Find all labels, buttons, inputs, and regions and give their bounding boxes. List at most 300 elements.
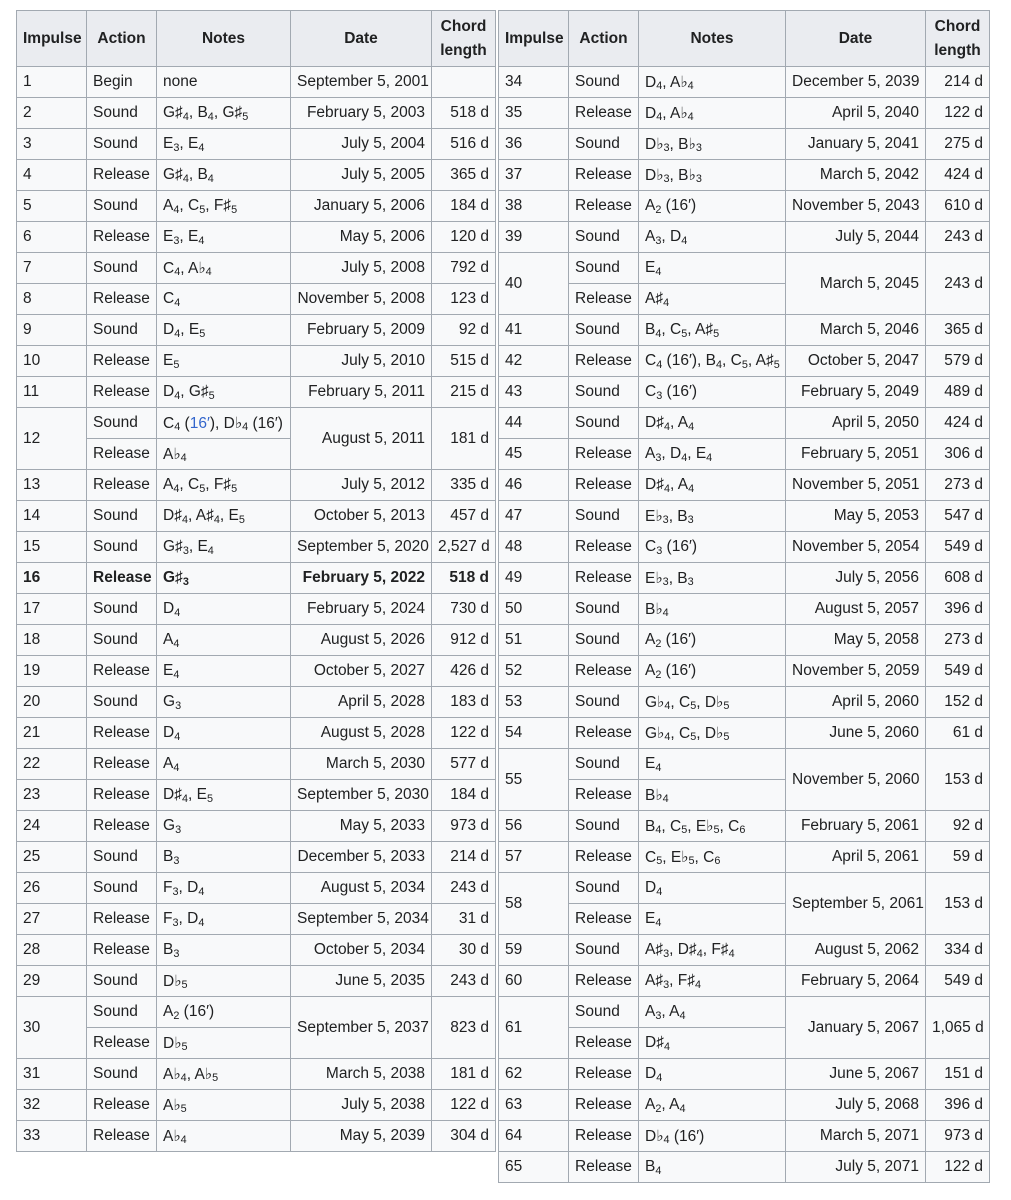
impulse-header: Impulse	[499, 11, 569, 67]
chord-length-cell: 215 d	[432, 377, 496, 408]
impulse-cell: 36	[499, 129, 569, 160]
notes-cell: $D_4$	[157, 718, 291, 749]
notes-cell: $G_3$	[157, 687, 291, 718]
impulse-cell: 22	[17, 749, 87, 780]
notes-cell: $D♯_4$, $A_4$	[639, 470, 786, 501]
chord-length-cell: 122 d	[432, 1090, 496, 1121]
action-cell: Sound	[87, 842, 157, 873]
notes-cell: $G♭_4$, $C_5$, $D♭_5$	[639, 718, 786, 749]
action-cell: Sound	[569, 501, 639, 532]
date-cell: February 5, 2024	[291, 594, 432, 625]
date-cell: August 5, 2011	[291, 408, 432, 470]
impulse-cell: 23	[17, 780, 87, 811]
chord-length-cell: 518 d	[432, 563, 496, 594]
table-row	[17, 873, 496, 904]
chord-length-cell: 243 d	[432, 873, 496, 904]
chord-length-cell: 365 d	[926, 315, 990, 346]
action-cell: Sound	[569, 811, 639, 842]
date-cell: October 5, 2047	[786, 346, 926, 377]
table-row	[17, 532, 496, 563]
notes-cell: $E♭_3$, $B_3$	[639, 501, 786, 532]
notes-cell: $E_4$	[639, 904, 786, 935]
action-cell: Sound	[569, 997, 639, 1028]
notes-cell: $D♯_4$, $A♯_4$, $E_5$	[157, 501, 291, 532]
chord-length-cell: 184 d	[432, 191, 496, 222]
notes-cell: $D♭_5$	[157, 966, 291, 997]
table-row	[17, 315, 496, 346]
table-row	[17, 718, 496, 749]
action-cell: Sound	[569, 749, 639, 780]
impulse-cell: 30	[17, 997, 87, 1059]
chord-length-cell: 2,527 d	[432, 532, 496, 563]
chord-length-cell: 181 d	[432, 1059, 496, 1090]
date-header: Date	[291, 11, 432, 67]
action-header: Action	[569, 11, 639, 67]
notes-cell: $G♭_4$, $C_5$, $D♭_5$	[639, 687, 786, 718]
date-cell: March 5, 2046	[786, 315, 926, 346]
impulse-cell: 11	[17, 377, 87, 408]
impulse-cell: 55	[499, 749, 569, 811]
date-cell: October 5, 2027	[291, 656, 432, 687]
date-cell: June 5, 2035	[291, 966, 432, 997]
date-cell: August 5, 2026	[291, 625, 432, 656]
action-cell: Sound	[87, 408, 157, 439]
action-cell: Sound	[569, 594, 639, 625]
action-cell: Release	[87, 904, 157, 935]
table-row	[17, 935, 496, 966]
table-row	[17, 625, 496, 656]
impulse-cell: 56	[499, 811, 569, 842]
header-row	[17, 11, 496, 67]
notes-cell: $A_2$, $A_4$	[639, 1090, 786, 1121]
notes-cell: $A♭_4$	[157, 1121, 291, 1152]
notes-cell: $A_3$, $A_4$	[639, 997, 786, 1028]
date-cell: September 5, 2061	[786, 873, 926, 935]
chord-length-cell: 396 d	[926, 594, 990, 625]
impulse-cell: 58	[499, 873, 569, 935]
notes-cell: $C_3$ (16′)	[639, 532, 786, 563]
date-cell: February 5, 2049	[786, 377, 926, 408]
action-cell: Sound	[87, 966, 157, 997]
chord-length-cell: 122 d	[926, 1152, 990, 1183]
impulse-cell: 61	[499, 997, 569, 1059]
notes-cell: $B_4$	[639, 1152, 786, 1183]
notes-cell: $D_4$, $A♭_4$	[639, 67, 786, 98]
action-cell: Release	[569, 160, 639, 191]
chord-length-cell: 424 d	[926, 160, 990, 191]
chord-length-cell: 152 d	[926, 687, 990, 718]
table-row	[499, 842, 990, 873]
table-row	[499, 346, 990, 377]
table-row	[499, 687, 990, 718]
notes-cell: $A_4$	[157, 749, 291, 780]
impulse-cell: 41	[499, 315, 569, 346]
action-cell: Release	[87, 935, 157, 966]
chord-length-cell: 306 d	[926, 439, 990, 470]
date-cell: February 5, 2051	[786, 439, 926, 470]
action-cell: Release	[87, 439, 157, 470]
table-row	[499, 997, 990, 1028]
table-row	[17, 749, 496, 780]
chord-length-cell: 151 d	[926, 1059, 990, 1090]
table-row	[17, 408, 496, 439]
table-row	[499, 1152, 990, 1183]
action-cell: Sound	[87, 98, 157, 129]
date-cell: December 5, 2039	[786, 67, 926, 98]
table-row	[17, 563, 496, 594]
chord-length-cell: 304 d	[432, 1121, 496, 1152]
table-row	[499, 253, 990, 284]
impulse-cell: 54	[499, 718, 569, 749]
table-row	[499, 966, 990, 997]
chord-length-cell: 912 d	[432, 625, 496, 656]
date-cell: August 5, 2062	[786, 935, 926, 966]
date-cell: November 5, 2043	[786, 191, 926, 222]
impulse-cell: 20	[17, 687, 87, 718]
impulse-cell: 64	[499, 1121, 569, 1152]
impulse-cell: 51	[499, 625, 569, 656]
notes-cell: $D♭_3$, $B♭_3$	[639, 129, 786, 160]
table-row	[499, 439, 990, 470]
action-cell: Release	[569, 284, 639, 315]
date-cell: February 5, 2003	[291, 98, 432, 129]
table-row	[499, 656, 990, 687]
chord-length-cell: 275 d	[926, 129, 990, 160]
notes-cell: $B_4$, $C_5$, $E♭_5$, $C_6$	[639, 811, 786, 842]
header-row	[499, 11, 990, 67]
table-row	[17, 129, 496, 160]
date-cell: September 5, 2020	[291, 532, 432, 563]
chord-length-cell: 1,065 d	[926, 997, 990, 1059]
chord-length-cell: 608 d	[926, 563, 990, 594]
impulse-cell: 49	[499, 563, 569, 594]
date-cell: February 5, 2061	[786, 811, 926, 842]
date-cell: May 5, 2058	[786, 625, 926, 656]
impulse-cell: 62	[499, 1059, 569, 1090]
action-cell: Sound	[87, 997, 157, 1028]
impulse-cell: 18	[17, 625, 87, 656]
action-cell: Release	[569, 1152, 639, 1183]
table-row	[17, 160, 496, 191]
action-cell: Sound	[569, 935, 639, 966]
impulse-cell: 6	[17, 222, 87, 253]
action-cell: Release	[87, 284, 157, 315]
notes-cell: $E_4$	[639, 749, 786, 780]
notes-cell: $D♯_4$	[639, 1028, 786, 1059]
notes-header: Notes	[157, 11, 291, 67]
action-cell: Release	[569, 1090, 639, 1121]
notes-cell: $D_4$	[157, 594, 291, 625]
notes-cell: $D_4$, $G♯_5$	[157, 377, 291, 408]
chord-length-cell: 973 d	[926, 1121, 990, 1152]
impulse-cell: 26	[17, 873, 87, 904]
action-cell: Release	[87, 470, 157, 501]
date-cell: February 5, 2064	[786, 966, 926, 997]
action-header: Action	[87, 11, 157, 67]
impulse-cell: 14	[17, 501, 87, 532]
date-cell: September 5, 2030	[291, 780, 432, 811]
date-cell: September 5, 2034	[291, 904, 432, 935]
action-cell: Sound	[87, 129, 157, 160]
notes-cell: $B_4$, $C_5$, $A♯_5$	[639, 315, 786, 346]
table-row	[17, 284, 496, 315]
date-cell: March 5, 2038	[291, 1059, 432, 1090]
date-cell: May 5, 2053	[786, 501, 926, 532]
table-row	[17, 656, 496, 687]
notes-cell: $E_4$	[639, 253, 786, 284]
action-cell: Sound	[87, 687, 157, 718]
table-row	[499, 408, 990, 439]
notes-cell: $G♯_3$, $E_4$	[157, 532, 291, 563]
date-cell: March 5, 2071	[786, 1121, 926, 1152]
action-cell: Release	[569, 346, 639, 377]
impulse-cell: 19	[17, 656, 87, 687]
chord-length-cell: 59 d	[926, 842, 990, 873]
date-cell: July 5, 2012	[291, 470, 432, 501]
action-cell: Release	[569, 780, 639, 811]
notes-cell: $D♭_5$	[157, 1028, 291, 1059]
impulse-cell: 16	[17, 563, 87, 594]
action-cell: Release	[87, 811, 157, 842]
impulse-cell: 2	[17, 98, 87, 129]
action-cell: Release	[87, 718, 157, 749]
notes-cell: $A_2$ (16′)	[639, 625, 786, 656]
action-cell: Sound	[87, 501, 157, 532]
action-cell: Sound	[87, 191, 157, 222]
impulse-cell: 8	[17, 284, 87, 315]
chord-length-cell: 214 d	[432, 842, 496, 873]
table-row	[499, 749, 990, 780]
impulse-cell: 29	[17, 966, 87, 997]
notes-cell: $A_3$, $D_4$, $E_4$	[639, 439, 786, 470]
chord-length-cell: 549 d	[926, 532, 990, 563]
chord-length-cell: 334 d	[926, 935, 990, 966]
impulse-cell: 38	[499, 191, 569, 222]
table-row	[499, 377, 990, 408]
impulse-cell: 4	[17, 160, 87, 191]
date-cell: April 5, 2028	[291, 687, 432, 718]
date-cell: July 5, 2071	[786, 1152, 926, 1183]
table-row	[499, 129, 990, 160]
table-row	[499, 470, 990, 501]
action-cell: Sound	[87, 253, 157, 284]
date-cell: May 5, 2039	[291, 1121, 432, 1152]
table-row	[499, 160, 990, 191]
action-cell: Sound	[569, 625, 639, 656]
action-cell: Release	[569, 563, 639, 594]
action-cell: Release	[569, 656, 639, 687]
action-cell: Begin	[87, 67, 157, 98]
table-row	[499, 1090, 990, 1121]
date-cell: August 5, 2028	[291, 718, 432, 749]
notes-cell: $C_5$, $E♭_5$, $C_6$	[639, 842, 786, 873]
notes-cell: $A♯_4$	[639, 284, 786, 315]
impulse-cell: 7	[17, 253, 87, 284]
impulse-cell: 42	[499, 346, 569, 377]
impulse-cell: 24	[17, 811, 87, 842]
table-row	[17, 191, 496, 222]
table-row	[17, 811, 496, 842]
table-row	[17, 1059, 496, 1090]
date-cell: November 5, 2060	[786, 749, 926, 811]
impulse-cell: 65	[499, 1152, 569, 1183]
impulse-cell: 9	[17, 315, 87, 346]
chord-length-cell: 184 d	[432, 780, 496, 811]
date-cell: January 5, 2067	[786, 997, 926, 1059]
date-cell: February 5, 2022	[291, 563, 432, 594]
chord-length-cell: 973 d	[432, 811, 496, 842]
date-cell: May 5, 2006	[291, 222, 432, 253]
action-cell: Release	[87, 1121, 157, 1152]
table-row	[499, 873, 990, 904]
impulse-table-left	[16, 10, 496, 1152]
chord-length-cell: 122 d	[926, 98, 990, 129]
date-cell: February 5, 2011	[291, 377, 432, 408]
date-cell: July 5, 2008	[291, 253, 432, 284]
table-row	[499, 563, 990, 594]
table-row	[499, 222, 990, 253]
notes-cell: $G♯_4$, $B_4$	[157, 160, 291, 191]
chord-length-cell: 579 d	[926, 346, 990, 377]
table-row	[499, 935, 990, 966]
table-row	[17, 687, 496, 718]
action-cell: Release	[569, 1121, 639, 1152]
notes-cell: none	[157, 67, 291, 98]
table-row	[17, 594, 496, 625]
date-cell: October 5, 2034	[291, 935, 432, 966]
action-cell: Release	[87, 377, 157, 408]
chord-length-cell: 120 d	[432, 222, 496, 253]
notes-cell: $D_4$, $A♭_4$	[639, 98, 786, 129]
date-cell: October 5, 2013	[291, 501, 432, 532]
chord-length-cell: 153 d	[926, 873, 990, 935]
action-cell: Release	[569, 191, 639, 222]
chord-length-cell: 730 d	[432, 594, 496, 625]
notes-cell: $B_3$	[157, 935, 291, 966]
action-cell: Release	[87, 780, 157, 811]
impulse-cell: 43	[499, 377, 569, 408]
chord-length-cell: 183 d	[432, 687, 496, 718]
date-cell: September 5, 2037	[291, 997, 432, 1059]
notes-cell: $D♭_3$, $B♭_3$	[639, 160, 786, 191]
impulse-cell: 17	[17, 594, 87, 625]
notes-cell: $G♯_4$, $B_4$, $G♯_5$	[157, 98, 291, 129]
impulse-header: Impulse	[17, 11, 87, 67]
table-row	[17, 470, 496, 501]
notes-cell: $D♯_4$, $E_5$	[157, 780, 291, 811]
chord-length-header: Chord length	[432, 11, 496, 67]
table-row	[17, 67, 496, 98]
date-cell: April 5, 2050	[786, 408, 926, 439]
action-cell: Release	[569, 1028, 639, 1059]
date-cell: November 5, 2054	[786, 532, 926, 563]
date-cell: January 5, 2006	[291, 191, 432, 222]
impulse-cell: 60	[499, 966, 569, 997]
impulse-cell: 27	[17, 904, 87, 935]
chord-length-cell: 549 d	[926, 656, 990, 687]
impulse-cell: 21	[17, 718, 87, 749]
impulse-cell: 63	[499, 1090, 569, 1121]
table-row	[499, 811, 990, 842]
impulse-cell: 12	[17, 408, 87, 470]
chord-length-cell: 273 d	[926, 470, 990, 501]
notes-cell: $D♯_4$, $A_4$	[639, 408, 786, 439]
notes-cell: $A_4$, $C_5$, $F♯_5$	[157, 191, 291, 222]
action-cell: Sound	[569, 253, 639, 284]
notes-cell: $A_2$ (16′)	[157, 997, 291, 1028]
notes-cell: $A_2$ (16′)	[639, 191, 786, 222]
chord-length-cell: 123 d	[432, 284, 496, 315]
chord-length-cell: 273 d	[926, 625, 990, 656]
impulse-cell: 3	[17, 129, 87, 160]
impulse-cell: 13	[17, 470, 87, 501]
date-cell: July 5, 2068	[786, 1090, 926, 1121]
impulse-cell: 52	[499, 656, 569, 687]
table-row	[499, 67, 990, 98]
chord-length-cell: 243 d	[926, 253, 990, 315]
action-cell: Sound	[569, 129, 639, 160]
chord-length-cell: 792 d	[432, 253, 496, 284]
notes-cell: $C_4$	[157, 284, 291, 315]
chord-length-cell: 516 d	[432, 129, 496, 160]
notes-cell: $F_3$, $D_4$	[157, 873, 291, 904]
action-cell: Release	[569, 718, 639, 749]
notes-cell: $E_3$, $E_4$	[157, 222, 291, 253]
notes-header: Notes	[639, 11, 786, 67]
action-cell: Release	[87, 160, 157, 191]
table-row	[499, 98, 990, 129]
impulse-cell: 48	[499, 532, 569, 563]
table-row	[499, 501, 990, 532]
impulse-cell: 28	[17, 935, 87, 966]
table-row	[17, 1121, 496, 1152]
chord-length-cell: 489 d	[926, 377, 990, 408]
action-cell: Sound	[569, 222, 639, 253]
action-cell: Sound	[569, 873, 639, 904]
notes-cell: $B♭_4$	[639, 594, 786, 625]
table-row	[499, 594, 990, 625]
table-row	[17, 222, 496, 253]
notes-cell: $B_3$	[157, 842, 291, 873]
date-cell: February 5, 2009	[291, 315, 432, 346]
date-cell: May 5, 2033	[291, 811, 432, 842]
table-row	[499, 625, 990, 656]
chord-length-cell: 610 d	[926, 191, 990, 222]
chord-length-cell: 518 d	[432, 98, 496, 129]
action-cell: Release	[569, 842, 639, 873]
notes-cell: $E_3$, $E_4$	[157, 129, 291, 160]
chord-length-cell: 61 d	[926, 718, 990, 749]
notes-cell: $A♯_3$, $F♯_4$	[639, 966, 786, 997]
table-row	[499, 191, 990, 222]
action-cell: Sound	[87, 625, 157, 656]
impulse-cell: 37	[499, 160, 569, 191]
notes-cell: $C_4$ (16′), $B_4$, $C_5$, $A♯_5$	[639, 346, 786, 377]
table-row	[17, 253, 496, 284]
impulse-cell: 35	[499, 98, 569, 129]
notes-cell: $D_4$	[639, 873, 786, 904]
notes-cell: $C_3$ (16′)	[639, 377, 786, 408]
action-cell: Sound	[87, 594, 157, 625]
chord-length-cell: 31 d	[432, 904, 496, 935]
notes-cell: $A_4$	[157, 625, 291, 656]
chord-length-cell: 547 d	[926, 501, 990, 532]
table-row	[17, 966, 496, 997]
impulse-cell: 33	[17, 1121, 87, 1152]
notes-cell: $E_4$	[157, 656, 291, 687]
table-row	[499, 532, 990, 563]
notes-cell: $A_4$, $C_5$, $F♯_5$	[157, 470, 291, 501]
